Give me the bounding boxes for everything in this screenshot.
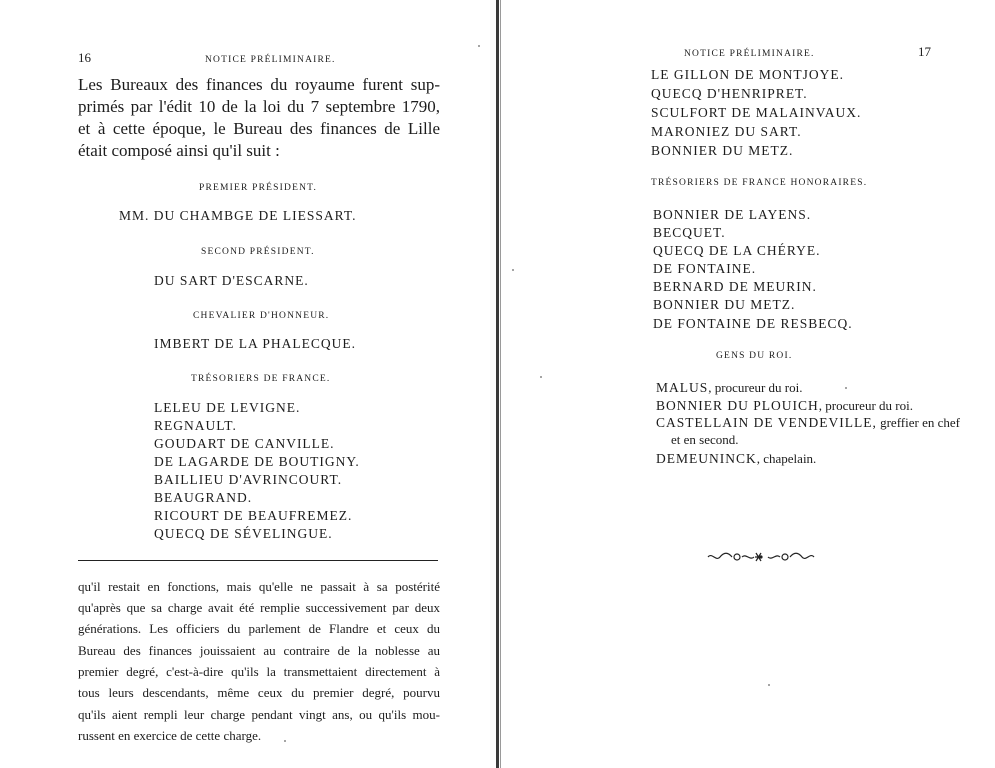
member-name: LE GILLON DE MONTJOYE. xyxy=(651,67,844,82)
member-name: DE FONTAINE DE RESBECQ. xyxy=(653,316,853,331)
footnote-line: premier degré, c'est-à-dire qu'ils la transmettaient directement à xyxy=(78,664,440,679)
section-heading: SECOND PRÉSIDENT. xyxy=(201,247,315,257)
member-name: LELEU DE LEVIGNE. xyxy=(154,400,301,415)
member-name: BONNIER DE LAYENS. xyxy=(653,207,812,222)
section-heading: CHEVALIER D'HONNEUR. xyxy=(193,311,330,321)
member-name: QUECQ DE SÉVELINGUE. xyxy=(154,526,333,541)
member-name: DU SART D'ESCARNE. xyxy=(154,273,309,288)
scan-speck xyxy=(478,45,480,47)
scan-speck xyxy=(284,740,286,742)
page-number: 17 xyxy=(918,44,931,59)
member-name: RICOURT DE BEAUFREMEZ. xyxy=(154,508,353,523)
member-name: MARONIEZ DU SART. xyxy=(651,124,802,139)
left-page xyxy=(0,0,497,768)
officer-name: BONNIER DU PLOUICH xyxy=(656,398,819,413)
officer-entry xyxy=(656,380,802,396)
officer-name: CASTELLAIN DE VENDEVILLE, xyxy=(656,415,877,430)
officer-entry xyxy=(656,415,960,431)
member-name: BAILLIEU D'AVRINCOURT. xyxy=(154,472,343,487)
officer-role: , procureur du roi. xyxy=(818,398,913,413)
footnote-line: qu'il restait en fonctions, mais qu'elle ne passait à sa postérité xyxy=(78,579,440,594)
footnote-line: tous leurs descendants, même ceux du premier degré, pourvu xyxy=(78,685,440,700)
footnote-line: russent en exercice de cette charge. xyxy=(78,728,262,743)
scan-speck xyxy=(540,376,542,378)
member-name: DE FONTAINE. xyxy=(653,261,757,276)
officer-entry xyxy=(656,451,816,467)
intro-line: Les Bureaux des finances du royaume furent sup- xyxy=(78,75,440,94)
page-number: 16 xyxy=(78,50,91,65)
officer-entry xyxy=(656,398,913,414)
member-name: MM. DU CHAMBGE DE LIESSART. xyxy=(119,208,357,223)
member-name: SCULFORT DE MALAINVAUX. xyxy=(651,105,862,120)
member-name: GOUDART DE CANVILLE. xyxy=(154,436,335,451)
member-name: REGNAULT. xyxy=(154,418,237,433)
officer-role: , chapelain. xyxy=(756,451,817,466)
member-name: DE LAGARDE DE BOUTIGNY. xyxy=(154,454,360,469)
scan-speck xyxy=(845,387,847,389)
scan-speck xyxy=(768,684,770,686)
intro-line: primés par l'édit 10 de la loi du 7 septembre 1790, xyxy=(78,97,440,116)
officer-role: greffier en chef xyxy=(876,415,960,430)
intro-line: était composé ainsi qu'il suit : xyxy=(78,141,280,160)
intro-line: et à cette époque, le Bureau des finances de Lille xyxy=(78,119,440,138)
member-name: QUECQ D'HENRIPRET. xyxy=(651,86,808,101)
officer-role-continued: et en second. xyxy=(671,432,739,447)
section-heading: PREMIER PRÉSIDENT. xyxy=(199,183,318,193)
member-name: IMBERT DE LA PHALECQUE. xyxy=(154,336,356,351)
member-name: BECQUET. xyxy=(653,225,726,240)
intro-paragraph xyxy=(78,74,440,162)
footnote-line: Bureau des finances jouissaient au contraire de la noblesse au xyxy=(78,643,440,658)
member-name: QUECQ DE LA CHÉRYE. xyxy=(653,243,821,258)
officer-name: MALUS xyxy=(656,380,709,395)
scan-speck xyxy=(512,269,514,271)
footnote-rule xyxy=(78,560,438,561)
book-gutter-shadow xyxy=(500,0,501,768)
section-heading: GENS DU ROI. xyxy=(716,351,793,361)
footnote-line: qu'ils aient rempli leur charge pendant vingt ans, ou qu'ils mou- xyxy=(78,707,440,722)
section-heading: TRÉSORIERS DE FRANCE HONORAIRES. xyxy=(651,178,868,188)
footnote-line: qu'après que sa charge avait été remplie successivement par deux xyxy=(78,600,440,615)
member-name: BEAUGRAND. xyxy=(154,490,253,505)
footnote-line: générations. Les officiers du parlement de Flandre et ceux du xyxy=(78,621,440,636)
officer-name: DEMEUNINCK xyxy=(656,451,757,466)
section-heading: TRÉSORIERS DE FRANCE. xyxy=(191,374,331,384)
member-name: BERNARD DE MEURIN. xyxy=(653,279,817,294)
officer-role: , procureur du roi. xyxy=(708,380,803,395)
running-head: NOTICE PRÉLIMINAIRE. xyxy=(205,55,336,65)
member-name: BONNIER DU METZ. xyxy=(653,297,796,312)
running-head: NOTICE PRÉLIMINAIRE. xyxy=(684,49,815,59)
member-name: BONNIER DU METZ. xyxy=(651,143,794,158)
ornamental-fleuron xyxy=(706,549,816,565)
